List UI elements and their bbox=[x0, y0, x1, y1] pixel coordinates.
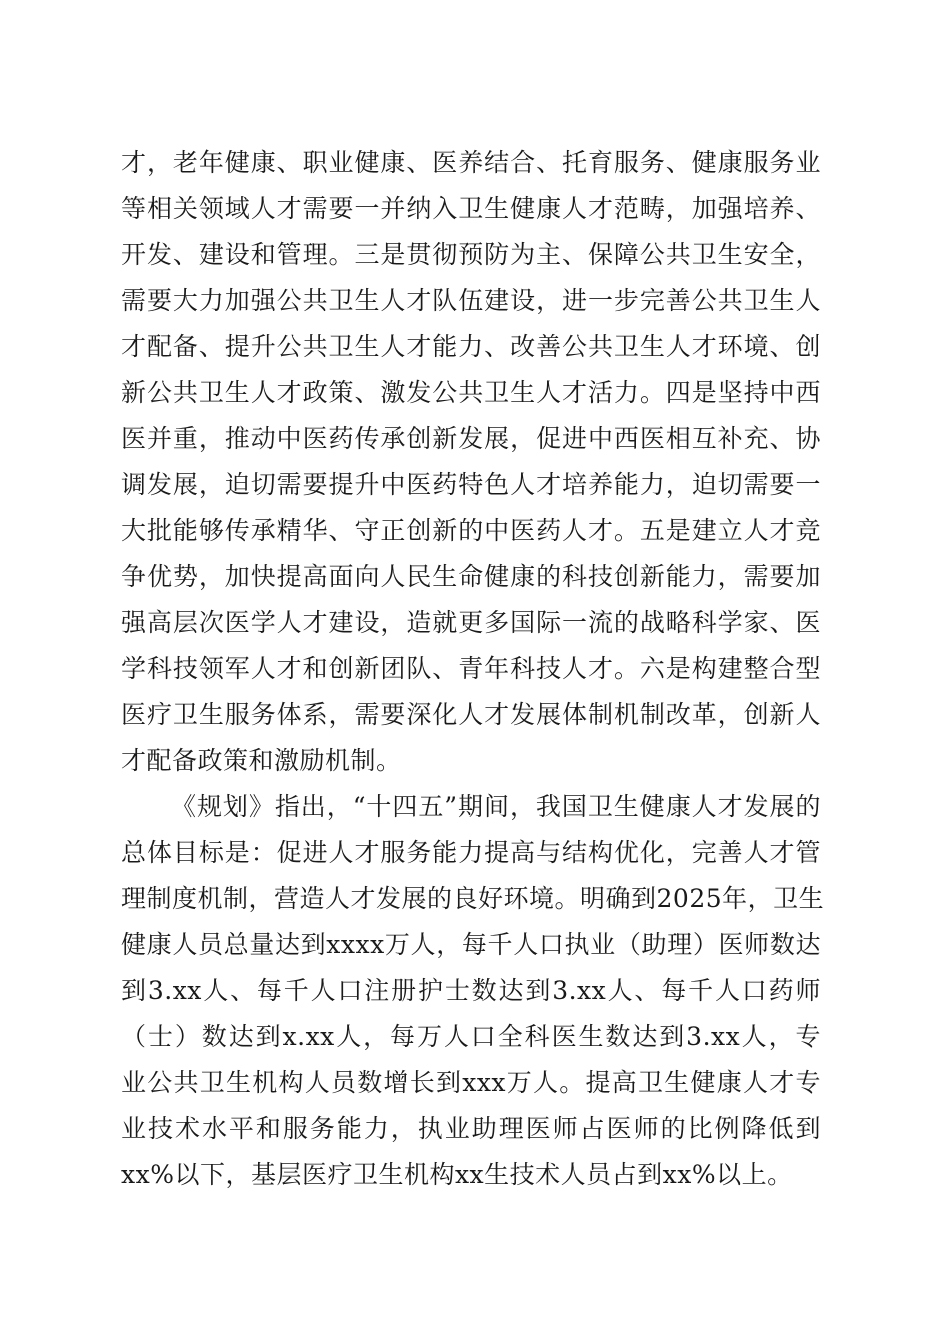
paragraph-1-line-11: 强高层次医学人才建设，造就更多国际一流的战略科学家、医 bbox=[121, 608, 821, 637]
paragraph-2-line-8: 业技术水平和服务能力，执业助理医师占医师的比例降低到 bbox=[121, 1114, 821, 1143]
paragraph-1-line-7: 医并重，推动中医药传承创新发展，促进中西医相互补充、协 bbox=[121, 424, 821, 453]
paragraph-2-line-2: 总体目标是：促进人才服务能力提高与结构优化，完善人才管 bbox=[121, 838, 821, 867]
paragraph-2-line-4: 健康人员总量达到xxxx万人，每千人口执业（助理）医师数达 bbox=[121, 930, 821, 959]
paragraph-1-line-1: 才，老年健康、职业健康、医养结合、托育服务、健康服务业 bbox=[121, 148, 821, 177]
paragraph-1-line-10: 争优势，加快提高面向人民生命健康的科技创新能力，需要加 bbox=[121, 562, 821, 591]
paragraph-1-line-12: 学科技领军人才和创新团队、青年科技人才。六是构建整合型 bbox=[121, 654, 821, 683]
paragraph-1-line-8: 调发展，迫切需要提升中医药特色人才培养能力，迫切需要一 bbox=[121, 470, 821, 499]
paragraph-2-line-3: 理制度机制，营造人才发展的良好环境。明确到2025年，卫生 bbox=[121, 884, 825, 913]
paragraph-2-line-1: 《规划》指出，“十四五”期间，我国卫生健康人才发展的 bbox=[171, 792, 821, 821]
paragraph-2-line-9: xx%以下，基层医疗卫生机构xx生技术人员占到xx%以上。 bbox=[121, 1160, 793, 1189]
paragraph-1-line-4: 需要大力加强公共卫生人才队伍建设，进一步完善公共卫生人 bbox=[121, 286, 821, 315]
paragraph-2-line-7: 业公共卫生机构人员数增长到xxx万人。提高卫生健康人才专 bbox=[121, 1068, 821, 1097]
paragraph-2-line-5: 到3.xx人、每千人口注册护士数达到3.xx人、每千人口药师 bbox=[121, 976, 821, 1005]
paragraph-1-line-2: 等相关领域人才需要一并纳入卫生健康人才范畴，加强培养、 bbox=[121, 194, 821, 223]
paragraph-1-line-3: 开发、建设和管理。三是贯彻预防为主、保障公共卫生安全， bbox=[121, 240, 821, 269]
paragraph-1-line-9: 大批能够传承精华、守正创新的中医药人才。五是建立人才竞 bbox=[121, 516, 821, 545]
paragraph-1-line-5: 才配备、提升公共卫生人才能力、改善公共卫生人才环境、创 bbox=[121, 332, 821, 361]
paragraph-1-line-6: 新公共卫生人才政策、激发公共卫生人才活力。四是坚持中西 bbox=[121, 378, 821, 407]
paragraph-1-line-13: 医疗卫生服务体系，需要深化人才发展体制机制改革，创新人 bbox=[121, 700, 821, 729]
paragraph-2-line-6: （士）数达到x.xx人，每万人口全科医生数达到3.xx人，专 bbox=[121, 1022, 821, 1051]
paragraph-1-line-14: 才配备政策和激励机制。 bbox=[121, 746, 402, 775]
